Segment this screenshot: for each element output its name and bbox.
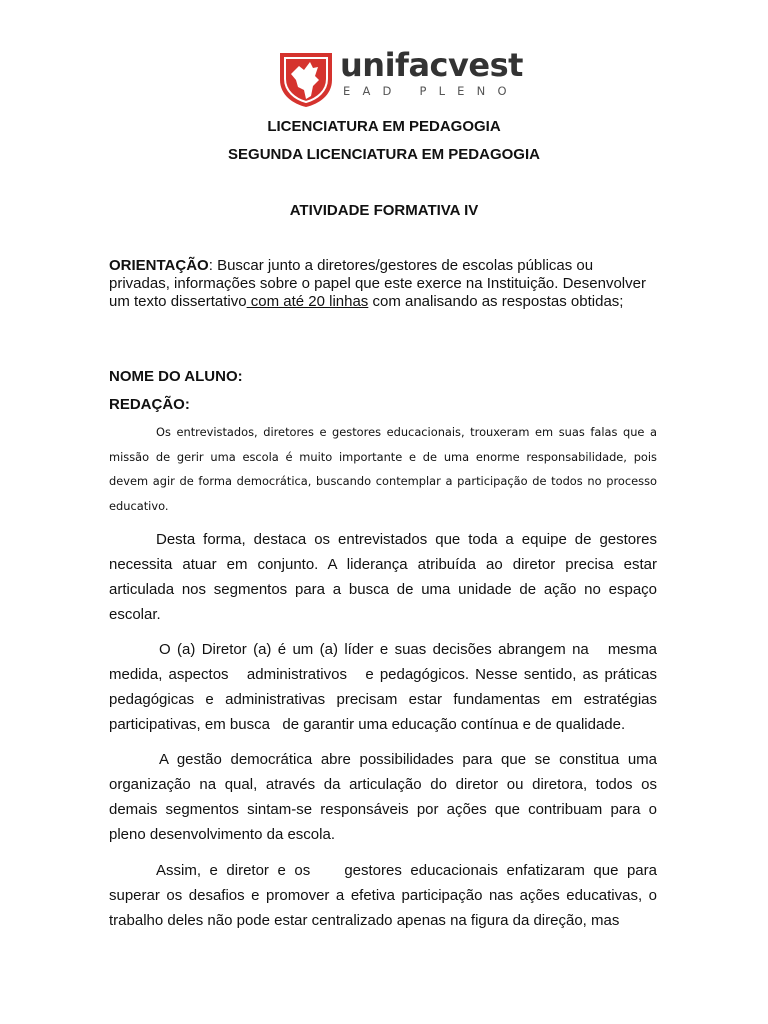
orientation-text-before: : Buscar junto a diretores/gestores de escolas públicas ou privadas, informações sobre o papel que este exerce na Instituição. Desenvolver um texto dissertativo	[109, 257, 646, 310]
course-title: LICENCIATURA EM PEDAGOGIA	[267, 118, 501, 135]
logo-wordmark: unifacvest	[340, 46, 523, 84]
essay-intro-paragraph: Os entrevistados, diretores e gestores educacionais, trouxeram em suas falas que a missão de gerir uma escola é muito importante e de uma enorme responsabilidade, pois devem agir de forma democrática, buscando contemplar a participação de todos no processo educativo.	[109, 425, 657, 513]
essay-paragraph-3: A gestão democrática abre possibilidades para que se constitua uma organização na qual, através da articulação do diretor ou diretora, todos os demais segmentos sintam-se responsáveis por ações que contribuam para o pleno desenvolvimento da escola.	[109, 751, 657, 843]
essay-paragraph-1: Desta forma, destaca os entrevistados que toda a equipe de gestores necessita atuar em conjunto. A liderança atribuída ao diretor precisa estar articulada nos segmentos para a busca de uma unidade de ação no espaço escolar.	[109, 531, 657, 623]
essay-label: REDAÇÃO:	[109, 396, 190, 413]
essay-paragraph-4: Assim, e diretor e os gestores educacionais enfatizaram que para superar os desafios e promover a efetiva participação nas ações educativas, o trabalho deles não pode estar centralizado apenas na figura da direção, mas	[109, 862, 662, 929]
orientation-text-after: com analisando as respostas obtidas;	[368, 293, 624, 310]
shield-logo-icon	[277, 50, 335, 108]
course-subtitle: SEGUNDA LICENCIATURA EM PEDAGOGIA	[228, 146, 540, 163]
activity-title: ATIVIDADE FORMATIVA IV	[289, 202, 479, 219]
student-name-label: NOME DO ALUNO:	[109, 368, 243, 385]
essay-paragraph-2: O (a) Diretor (a) é um (a) líder e suas decisões abrangem na mesma medida, aspectos administrativos e pedagógicos. Nesse sentido, as práticas pedagógicas e administrativas precisam estar fundamentas em estratégias participativas, em busca de garantir uma educação contínua e de qualidade.	[109, 641, 662, 733]
orientation-underlined-text: com até 20 linhas	[246, 293, 369, 310]
orientation-label: ORIENTAÇÃO	[109, 257, 209, 274]
unifacvest-logo	[277, 46, 523, 110]
orientation-paragraph	[109, 257, 657, 311]
logo-subtitle: EAD PLENO	[343, 84, 519, 98]
